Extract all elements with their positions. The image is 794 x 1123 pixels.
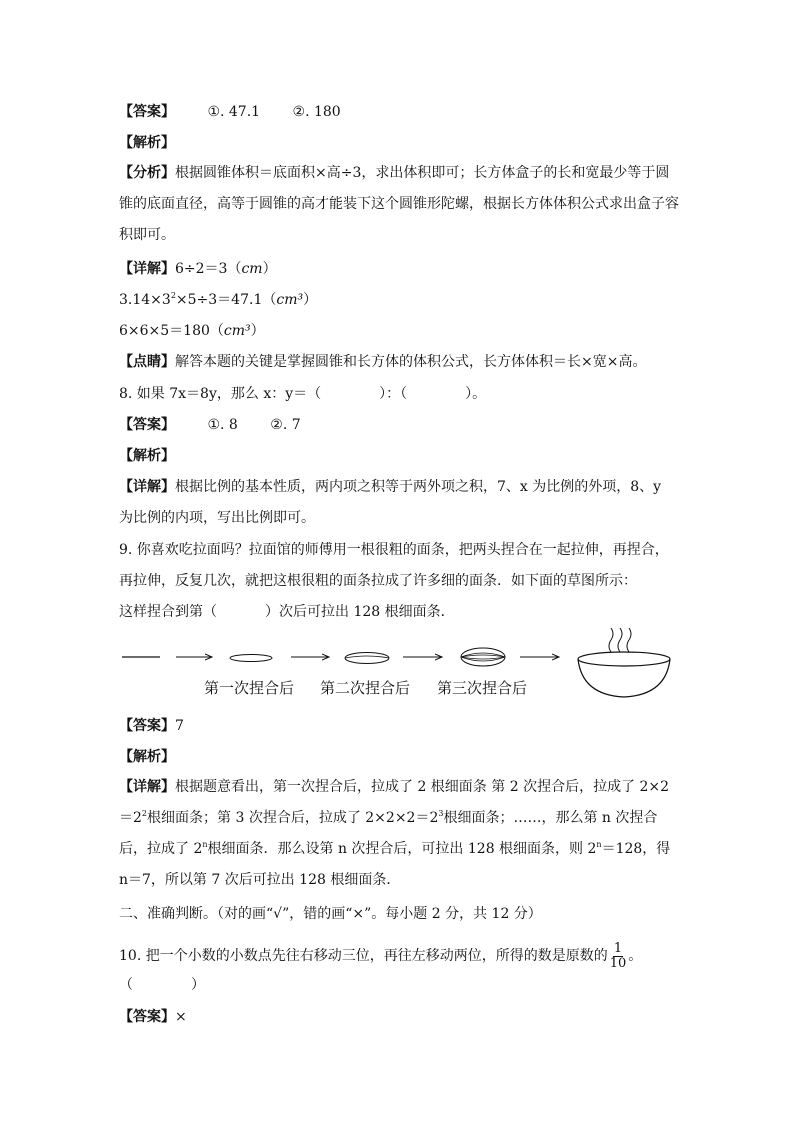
question-text: ）。	[465, 386, 487, 402]
detail-text: 根据比例的基本性质，两内项之积等于两外项之积，7、x 为比例的外项，8、y 为比例的内项，写出比例即可。	[119, 479, 662, 526]
q9-question	[119, 535, 679, 597]
q8-analysis-tag: 【解析】	[119, 448, 175, 464]
exponent: 2	[141, 809, 148, 818]
answer-value-1: ①. 8	[207, 417, 238, 433]
q8-answer-row	[119, 415, 301, 435]
detail-text: ×5÷3＝47.1（	[175, 292, 277, 308]
fraction-numerator: 1	[613, 940, 623, 956]
question-text: 。	[628, 948, 643, 964]
question-text: ）：（	[379, 386, 408, 402]
q7-answer-row	[119, 102, 341, 122]
q8-detail-paragraph	[119, 472, 679, 534]
answer-value-2: ②. 7	[270, 417, 301, 433]
detail-tag: 【详解】	[119, 261, 175, 277]
paren: ）	[262, 261, 277, 277]
dianjing-tag: 【点睛】	[119, 354, 175, 370]
q7-dianjing	[119, 352, 646, 372]
paren: ）	[250, 323, 265, 339]
detail-text: 根细面条；第 3 次捏合后，拉成了 2×2×2＝2	[147, 810, 439, 826]
dianjing-text: 解答本题的关键是掌握圆锥和长方体的体积公式，长方体体积＝长×宽×高。	[175, 354, 647, 370]
unit: cm³	[223, 323, 251, 339]
question-text: 这样捏合到第（	[119, 604, 217, 620]
fenxi-tag: 【分析】	[119, 165, 175, 181]
answer-tag: 【答案】	[119, 1009, 175, 1025]
question-text: 10. 把一个小数的小数点先往右移动三位，再往左移动两位，所得的数是原数的	[119, 948, 608, 964]
noodle-stage-2	[345, 653, 389, 664]
section-2-heading: 二、准确判断。（对的画“√”，错的画“×”。每小题 2 分，共 12 分）	[119, 906, 542, 922]
q7-detail-line-3	[119, 321, 265, 341]
detail-text: 根据题意看出，第一次捏合后，拉成了 2 根细面条 第 2 次捏合后，拉成了 2×2＝2	[119, 779, 670, 826]
detail-text: ＝128，得 n＝7，所以第 7 次后可拉出 128 根细面条．	[119, 841, 671, 888]
unit: cm³	[276, 292, 304, 308]
q9-answer-row	[119, 716, 184, 736]
exponent: n	[596, 840, 602, 849]
q10-question	[119, 936, 642, 976]
paren: ）	[303, 292, 318, 308]
q9-question-line-2	[119, 602, 455, 622]
q10-answer-row	[119, 1007, 187, 1027]
fraction-one-tenth	[610, 942, 627, 971]
detail-tag: 【详解】	[119, 779, 175, 795]
q9-detail-paragraph	[119, 772, 679, 896]
fraction-denominator: 10	[609, 955, 627, 971]
q7-detail-line-1	[119, 259, 277, 279]
answer-tag: 【答案】	[119, 718, 175, 734]
question-text: 8. 如果 7x＝8y，那么 x：y＝（	[119, 386, 322, 402]
q7-analysis-tag: 【解析】	[119, 135, 175, 151]
answer-tag: 【答案】	[119, 417, 175, 433]
detail-text: 根细面条；……，那么第 n 次捏合后，拉成了 2	[119, 810, 658, 857]
answer-value: ×	[175, 1009, 187, 1025]
answer-tag: 【答案】	[119, 104, 175, 120]
noodle-stage-3	[461, 648, 505, 666]
fenxi-text: 根据圆锥体积＝底面积×高÷3，求出体积即可；长方体盒子的长和宽最少等于圆锥的底面直径，高等于圆锥的高才能装下这个圆锥形陀螺，根据长方体体积公式求出盒子容积即可。	[119, 165, 679, 243]
caption-second-pinch: 第二次捏合后	[320, 679, 411, 697]
q7-fenxi-paragraph	[119, 158, 679, 251]
caption-first-pinch: 第一次捏合后	[204, 679, 295, 697]
noodle-bowl	[578, 628, 670, 697]
question-text: 9. 你喜欢吃拉面吗？拉面馆的师傅用一根很粗的面条，把两头捏合在一起拉伸，再捏合，再拉伸，反复几次，就把这根很粗的面条拉成了许多细的面条．如下面的草图所示：	[119, 542, 669, 589]
paren: ）	[191, 977, 205, 993]
detail-text: 6÷2＝3（	[175, 261, 242, 277]
detail-text: 3.14×3	[119, 292, 171, 308]
answer-value-1: ①. 47.1	[207, 104, 261, 120]
detail-text: 根细面条．那么设第 n 次捏合后，可拉出 128 根细面条，则 2	[207, 841, 597, 857]
caption-third-pinch: 第三次捏合后	[437, 679, 528, 697]
q9-analysis-tag: 【解析】	[119, 749, 175, 765]
unit: cm	[241, 261, 263, 277]
q8-question	[119, 384, 486, 404]
exponent: n	[202, 840, 208, 849]
noodle-stage-1	[230, 655, 272, 662]
q7-detail-line-2	[119, 290, 317, 310]
exponent: 3	[438, 809, 444, 818]
detail-tag: 【详解】	[119, 479, 175, 495]
exponent: 2	[170, 291, 176, 300]
detail-text: 6×6×5＝180（	[119, 323, 224, 339]
question-text: ）次后可拉出 128 根细面条．	[265, 604, 455, 620]
q10-answer-blank	[119, 975, 205, 995]
answer-value: 7	[175, 718, 184, 734]
paren: （	[119, 977, 133, 993]
answer-value-2: ②. 180	[292, 104, 341, 120]
